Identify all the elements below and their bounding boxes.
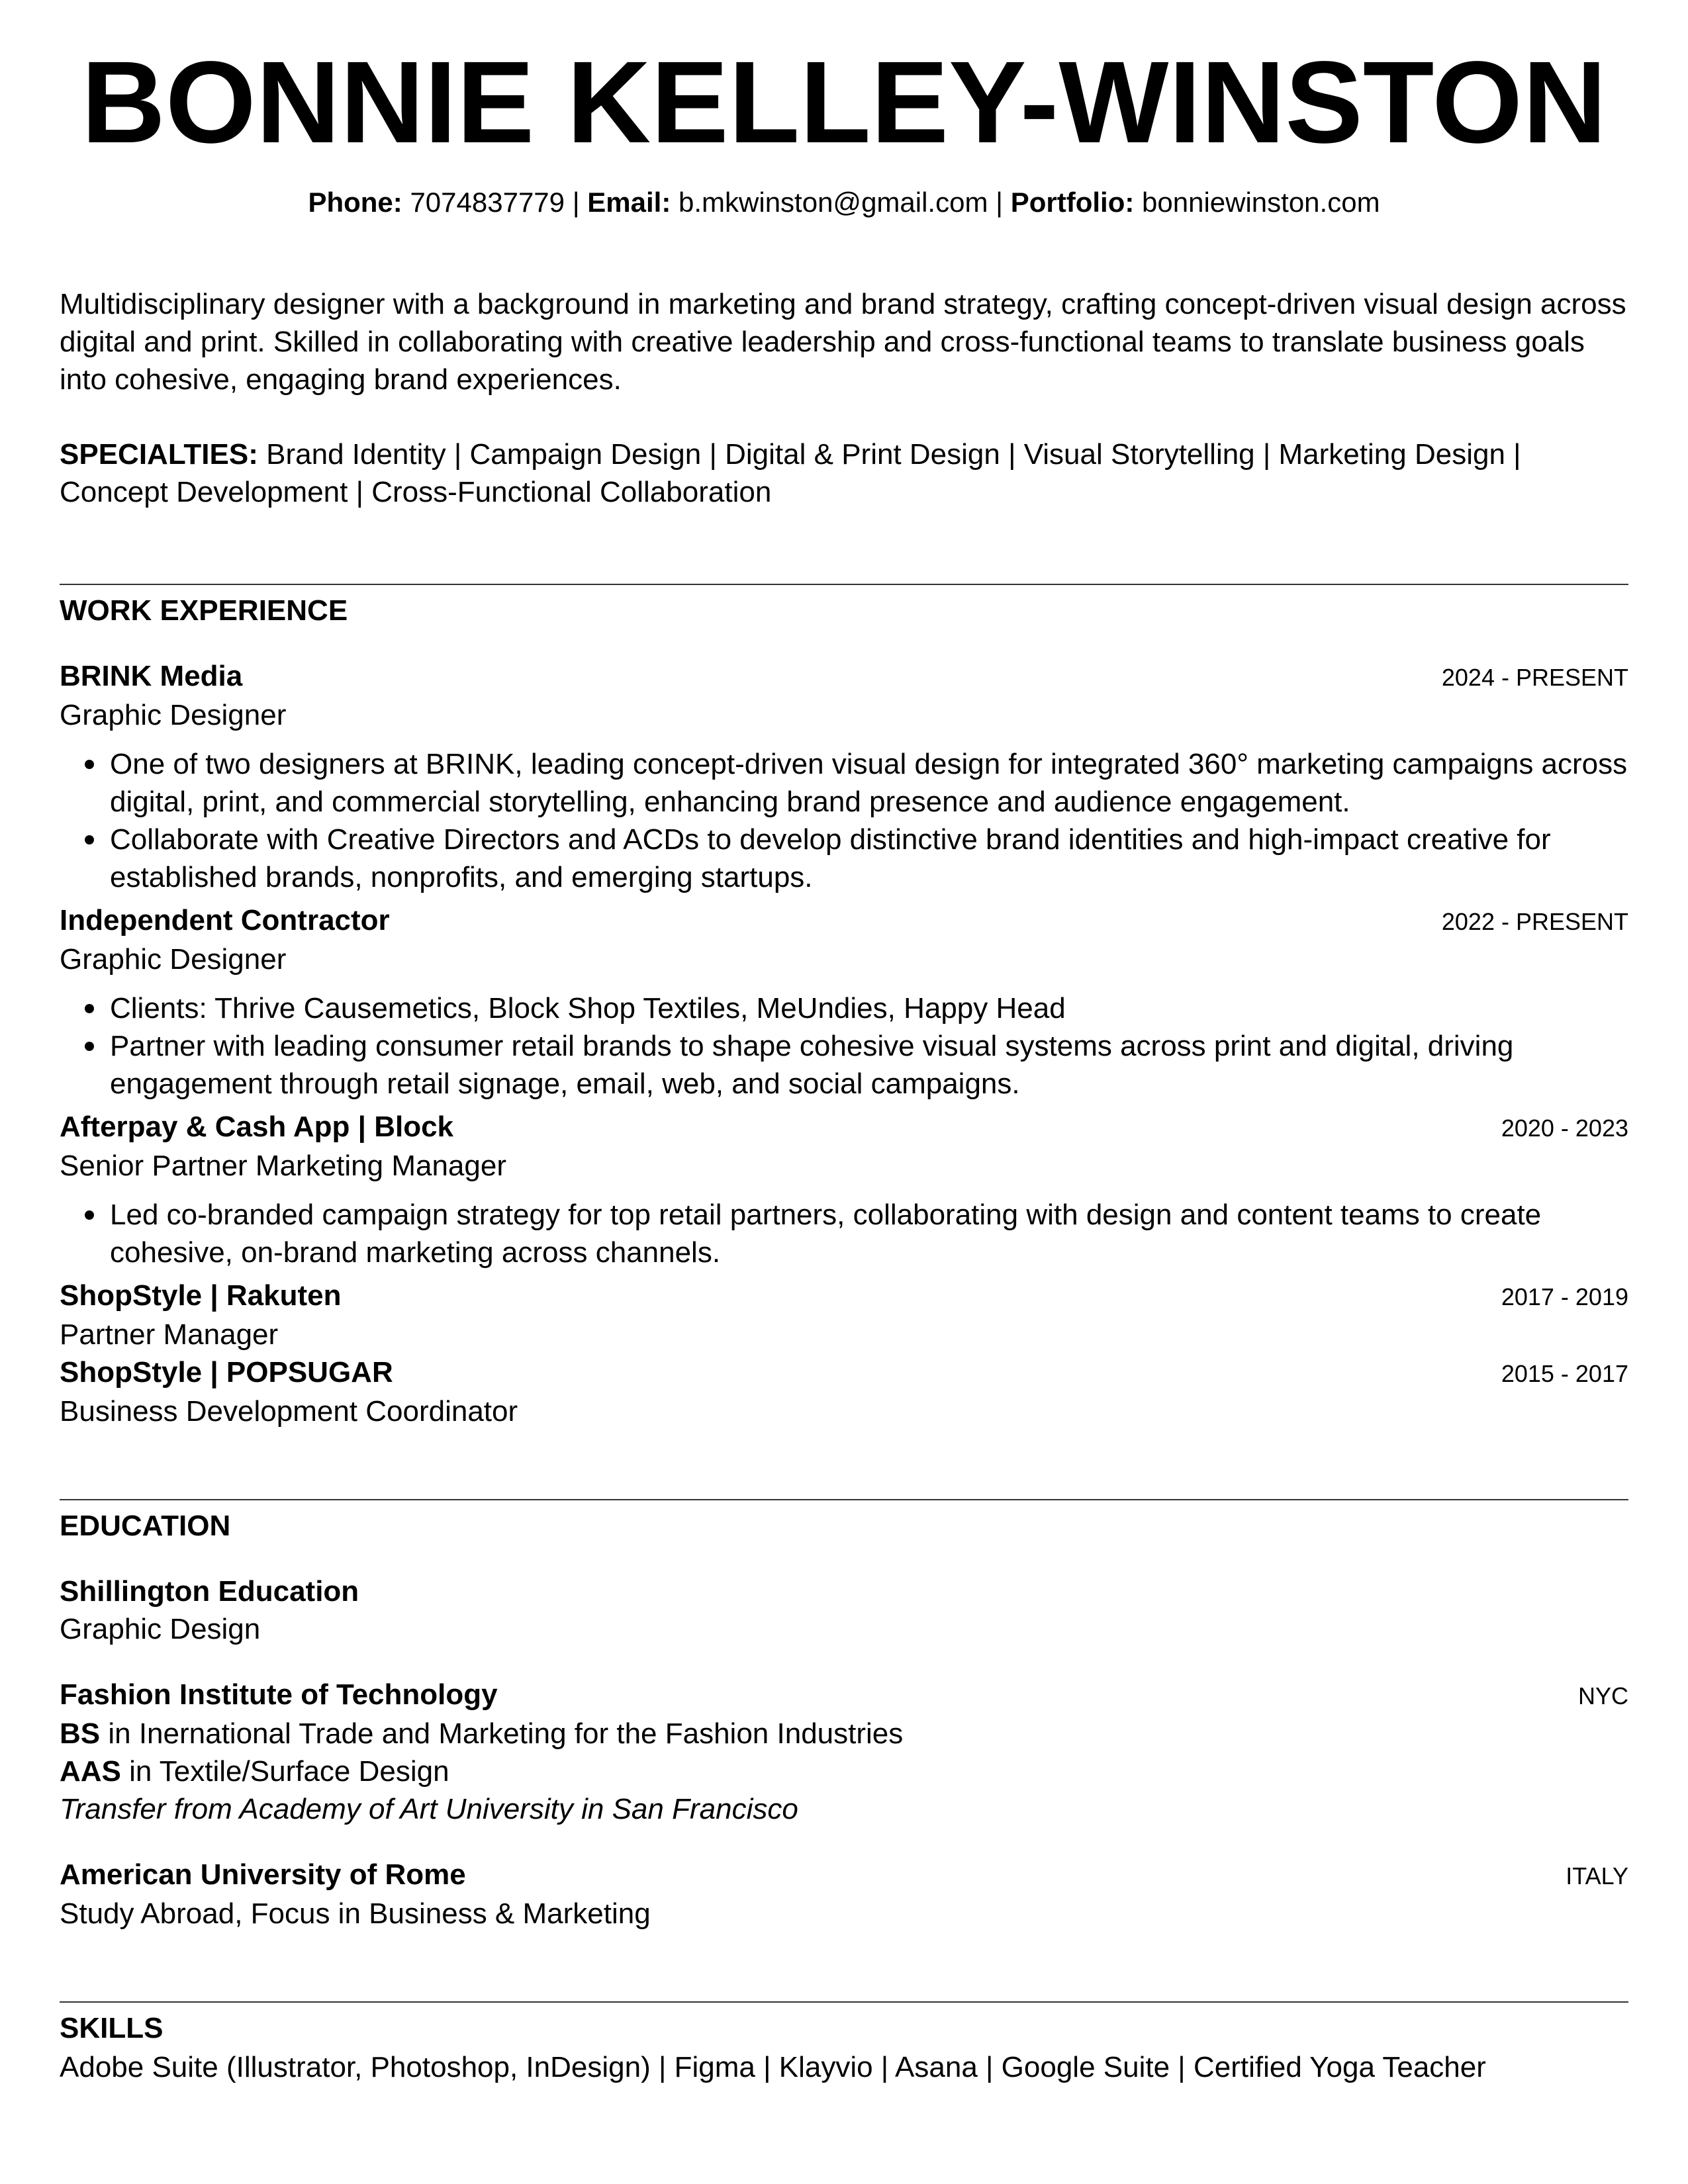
job-dates: 2015 - 2017 [1501, 1360, 1628, 1387]
location: ITALY [1566, 1862, 1628, 1889]
education-aur [60, 1856, 1628, 1933]
skills-heading: SKILLS [60, 2012, 164, 2044]
bullet-item: Led co-branded campaign strategy for top retail partners, collaborating with design and content teams to create cohesive, on-brand marketing across channels. [60, 1196, 1628, 1271]
company: BRINK Media [60, 660, 243, 692]
bullet-item: Partner with leading consumer retail brands to shape cohesive visual systems across print and digital, driving engagement through retail signage, email, web, and social campaigns. [60, 1027, 1628, 1103]
email: b.mkwinston@gmail.com [679, 187, 988, 218]
location: NYC [1577, 1682, 1628, 1709]
job-role: Business Development Coordinator [60, 1395, 518, 1428]
bullet-item: Clients: Thrive Causemetics, Block Shop Textiles, MeUndies, Happy Head [60, 989, 1628, 1027]
job-entry [60, 657, 1628, 896]
phone-label: Phone: [308, 187, 402, 218]
school: Shillington Education [60, 1575, 359, 1608]
separator: | [572, 187, 580, 218]
email-label: Email: [587, 187, 671, 218]
job-role: Graphic Designer [60, 943, 287, 976]
job-dates: 2020 - 2023 [1501, 1115, 1628, 1142]
job-bullets [60, 745, 1628, 896]
company: Afterpay & Cash App | Block [60, 1111, 454, 1143]
company: ShopStyle | POPSUGAR [60, 1356, 393, 1388]
bullet-item: One of two designers at BRINK, leading concept-driven visual design for integrated 360° marketing campaigns across digital, print, and commercial storytelling, enhancing brand presence and audience engagement. [60, 745, 1628, 821]
skills-text: Adobe Suite (Illustrator, Photoshop, InDesign) | Figma | Klayvio | Asana | Google Suite | Certified Yoga Teacher [60, 2051, 1486, 2083]
divider [60, 584, 1628, 585]
degree: in Textile/Surface Design [120, 1755, 449, 1788]
education-heading: EDUCATION [60, 1510, 231, 1542]
specialties [60, 435, 1628, 511]
school: American University of Rome [60, 1858, 466, 1891]
transfer-note: Transfer from Academy of Art University in San Francisco [60, 1793, 798, 1825]
job-bullets [60, 989, 1628, 1103]
job-role: Partner Manager [60, 1318, 279, 1351]
degree-label: BS [60, 1717, 101, 1750]
work-heading: WORK EXPERIENCE [60, 594, 348, 627]
portfolio: bonniewinston.com [1142, 187, 1380, 218]
resume-name: BONNIE KELLEY-WINSTON [81, 38, 1607, 167]
portfolio-label: Portfolio: [1010, 187, 1135, 218]
job-role: Graphic Designer [60, 699, 287, 731]
specialties-label: SPECIALTIES: [60, 438, 258, 471]
degree-label: AAS [60, 1755, 121, 1788]
company: Independent Contractor [60, 904, 390, 936]
program: Graphic Design [60, 1613, 261, 1645]
education-fit [60, 1676, 1628, 1828]
education-shillington [60, 1572, 1628, 1648]
job-dates: 2022 - PRESENT [1441, 908, 1628, 935]
contact-line [60, 183, 1628, 221]
summary: Multidisciplinary designer with a background in marketing and brand strategy, crafting concept-driven visual design across digital and print. Skilled in collaborating with creative leadership and cross-functional teams to translate business goals into cohesive, engaging brand experiences. [60, 288, 1626, 396]
job-entry [60, 901, 1628, 1103]
job-dates: 2017 - 2019 [1501, 1283, 1628, 1310]
specialties-text: Brand Identity | Campaign Design | Digital & Print Design | Visual Storytelling | Marketing Design | Concept Development | Cross-Functional Collaboration [60, 438, 1521, 508]
program: Study Abroad, Focus in Business & Marketing [60, 1897, 651, 1930]
job-role: Senior Partner Marketing Manager [60, 1150, 506, 1182]
degree: in Inernational Trade and Marketing for the Fashion Industries [100, 1717, 904, 1750]
job-entry [60, 1277, 1628, 1353]
company: ShopStyle | Rakuten [60, 1279, 342, 1312]
divider [60, 1499, 1628, 1500]
separator: | [996, 187, 1004, 218]
school: Fashion Institute of Technology [60, 1678, 498, 1711]
job-entry [60, 1353, 1628, 1430]
job-dates: 2024 - PRESENT [1441, 664, 1628, 691]
job-bullets [60, 1196, 1628, 1271]
job-entry [60, 1108, 1628, 1271]
bullet-item: Collaborate with Creative Directors and ACDs to develop distinctive brand identities and high-impact creative for established brands, nonprofits, and emerging startups. [60, 821, 1628, 896]
jobs-list [60, 657, 1628, 1430]
phone: 7074837779 [410, 187, 565, 218]
divider [60, 2001, 1628, 2003]
